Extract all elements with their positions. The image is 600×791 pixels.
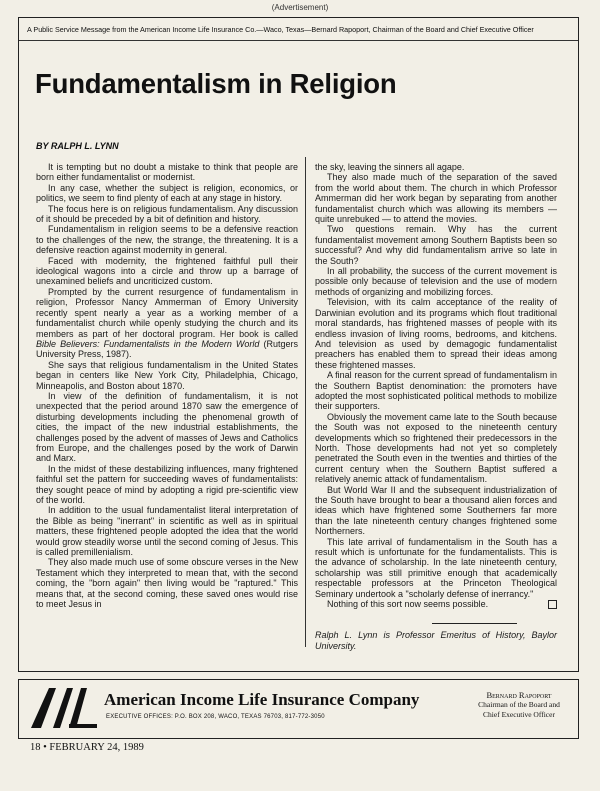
executive-name: Bernard Rapoport [486, 690, 552, 700]
paragraph: Prompted by the current resurgence of fundamentalism in religion, Professor Nancy Ammerman of Emory University recently spent nearly a year as a working member of a fundamentalist church while openly studying the church and its members as part of her doctoral program. Her book is called Bible Believers: Fundamentalists in the Modern World (Rutgers University Press, 1987). [36, 286, 298, 360]
paragraph: Two questions remain. Why has the current fundamentalist movement among Southern Baptists been so successful? And why did fundamentalism arrive so late in the South? [315, 224, 557, 266]
column-divider [305, 157, 306, 647]
paragraph: They also made much use of some obscure verses in the New Testament which they interpreted to mean that, with the second coming, the "born again" then living would be "raptured." This means that, at the second coming, these saved ones would rise to meet Jesus in [36, 557, 298, 610]
advertisement-label: (Advertisement) [271, 3, 329, 12]
right-column [315, 162, 557, 651]
paragraph: Obviously the movement came late to the South because the South was not exposed to the nineteenth century developments which so frightened their predecessors in the North. Those developments had not yet so completely penetrated the South even in the twenties and thirties of the current century when the Southern Baptist suffered a relatively anemic attack of fundamentalism. [315, 411, 557, 485]
article-title: Fundamentalism in Religion [35, 68, 397, 99]
executive-title-line-1: Chairman of the Board and [478, 700, 560, 709]
paragraph: In all probability, the success of the current movement is possible only because of television and the use of modern methods of organizing and mobilizing forces. [315, 266, 557, 297]
company-ad-banner [18, 679, 579, 739]
ail-logo [29, 686, 99, 730]
byline: BY RALPH L. LYNN [36, 141, 119, 151]
paragraph: the sky, leaving the sinners all agape. [315, 162, 465, 172]
paragraph: Faced with modernity, the frightened faithful pull their ideological wagons into a circle and throw up a barrage of unexamined beliefs and uncriticized custom. [36, 255, 298, 287]
end-mark-icon [548, 600, 557, 609]
paragraph: A final reason for the current spread of fundamentalism in the Southern Baptist denomination: the promoters have adopted the most sophisticated political methods to mobilize their supporters. [315, 370, 557, 412]
paragraph: Television, with its calm acceptance of the reality of Darwinian evolution and its programs which flout traditional moral standards, has frightened masses of people with its endless invasion of living rooms, bedrooms, and kitchens. And television as used by demagogic fundamentalist preachers has enabled them to spread their ideas among these frightened masses. [315, 297, 557, 370]
book-title: Bible Believers: Fundamentalists in the Modern World [36, 338, 260, 349]
paragraph: Nothing of this sort now seems possible. [315, 599, 557, 609]
paragraph: In addition to the usual fundamentalist literal interpretation of the Bible as being "inerrant" in scientific as well as in spiritual matters, these frightened people adopted the idea that the world would grow steadily worse until the second coming of Jesus. This is called premillenialism. [36, 505, 298, 558]
paragraph: The focus here is on religious fundamentalism. Any discussion of it should be preceded by a bit of definition and history. [36, 203, 298, 225]
paragraph: This late arrival of fundamentalism in the South has a result which is unfortunate for the fundamentalists. This is the advance of scholarship. In the late nineteenth century, scholarship was still primitive enough that academically respectable professors at the Princeton Theological Seminary undertook a "scholarly defense of inerrancy." [315, 536, 557, 599]
page-footer: 18 • FEBRUARY 24, 1989 [30, 742, 144, 753]
paragraph: They also made much of the separation of the saved from the world about them. The church in which Professor Ammerman did her work began by separating from another fundamentalist church which was allowing its members — quite unrebuked — to attend the movies. [315, 172, 557, 225]
left-column [36, 162, 298, 609]
executive-title-line-2: Chief Executive Officer [483, 710, 555, 719]
author-note-rule [432, 623, 517, 624]
paragraph: Fundamentalism in religion seems to be a defensive reaction to the challenges of the new, the strange, the threatening. It is a defensive reaction against modernity in general. [36, 224, 298, 256]
paragraph: It is tempting but no doubt a mistake to think that people are born either fundamentalist or modernist. [36, 162, 298, 183]
author-note: Ralph L. Lynn is Professor Emeritus of History, Baylor University. [315, 630, 557, 651]
paragraph: In any case, whether the subject is religion, economics, or politics, we seem to find plenty of each at any stage in history. [36, 182, 298, 204]
paragraph: But World War II and the subsequent industrialization of the South have brought to bear a thousand alien forces and ideas which have frightened some Southerners far more than the late nineteenth century changes frightened some Northerners. [315, 484, 557, 537]
paragraph: In the midst of these destabilizing influences, many frightened faithful set the pattern for succeeding waves of fundamentalists: they sought peace of mind by adopting a rigid pre-scientific view of the world. [36, 463, 298, 505]
executive-offices: EXECUTIVE OFFICES: P.O. BOX 208, WACO, TEXAS 76703, 817-772-3050 [106, 714, 325, 720]
paragraph: In view of the definition of fundamentalism, it is not unexpected that the period around 1870 saw the emergence of disturbing developments including the phenomenal growth of cities, the impact of the new industrial establishments, the challenges posed by the advent of masses of Jews and Catholics from Europe, and the challenges posed by the work of Darwin and Marx. [36, 390, 298, 464]
public-service-header: A Public Service Message from the American Income Life Insurance Co.—Waco, Texas—Bernard Rapoport, Chairman of the Board and Chief Executive Officer [19, 18, 578, 41]
paragraph: She says that religious fundamentalism in the United States began in centers like New York City, Philadelphia, Chicago, Minneapolis, and Boston about 1870. [36, 359, 298, 391]
company-name: American Income Life Insurance Company [104, 690, 420, 709]
executive-block [464, 690, 574, 720]
